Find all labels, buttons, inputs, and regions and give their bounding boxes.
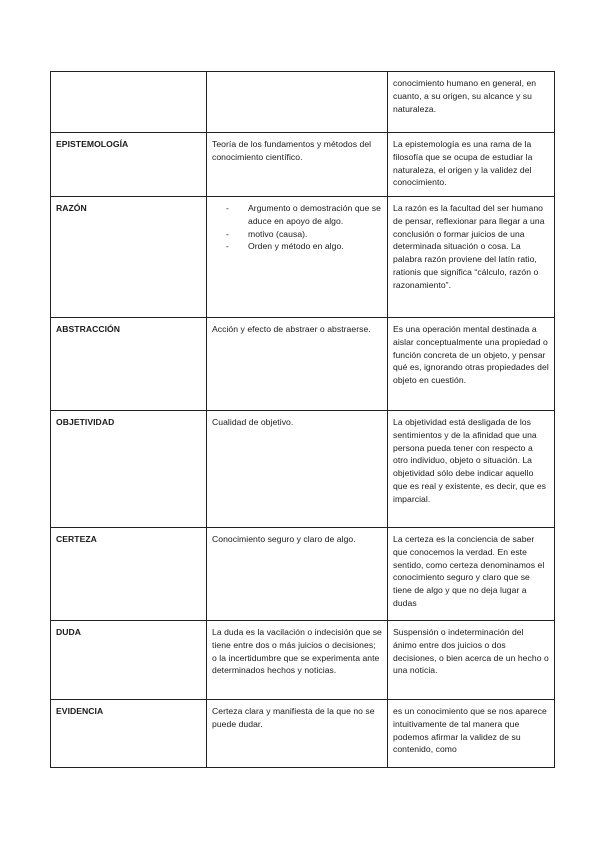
explanation-cell: La objetividad está desligada de los sentimientos y de la afinidad que una persona pueda tener con respecto a otro individuo, objeto o situación. La objetividad sólo debe indicar aquello que es real y existente, es decir, que es imparcial. <box>388 411 555 528</box>
term-cell: OBJETIVIDAD <box>51 411 207 528</box>
explanation-cell: La certeza es la conciencia de saber que conocemos la verdad. En este sentido, como certeza denominamos el conocimiento seguro y claro que se tiene de algo y que no deja lugar a dudas <box>388 528 555 621</box>
explanation-cell: La razón es la facultad del ser humano de pensar, reflexionar para llegar a una conclusión o formar juicios de una determinada situación o cosa. La palabra razón proviene del latín ratio, rationis que significa “cálculo, razón o razonamiento”. <box>388 197 555 318</box>
table-row <box>51 621 555 700</box>
term-cell: EPISTEMOLOGÍA <box>51 133 207 197</box>
term-cell: EVIDENCIA <box>51 700 207 768</box>
table-row <box>51 318 555 411</box>
definition-cell <box>207 72 388 133</box>
definition-cell: Cualidad de objetivo. <box>207 411 388 528</box>
definition-cell: Conocimiento seguro y claro de algo. <box>207 528 388 621</box>
term-cell: ABSTRACCIÓN <box>51 318 207 411</box>
definition-cell: La duda es la vacilación o indecisión que se tiene entre dos o más juicios o decisiones; o la incertidumbre que se experimenta ante determinados hechos y noticias. <box>207 621 388 700</box>
definition-list <box>212 202 382 253</box>
table-row <box>51 411 555 528</box>
term-cell: DUDA <box>51 621 207 700</box>
definition-cell: Acción y efecto de abstraer o abstraerse. <box>207 318 388 411</box>
definition-cell: Certeza clara y manifiesta de la que no se puede dudar. <box>207 700 388 768</box>
definitions-table <box>50 71 555 768</box>
explanation-cell: La epistemología es una rama de la filosofía que se ocupa de estudiar la naturaleza, el origen y la validez del conocimiento. <box>388 133 555 197</box>
term-cell: CERTEZA <box>51 528 207 621</box>
explanation-cell: Suspensión o indeterminación del ánimo entre dos juicios o dos decisiones, o bien acerca de un hecho o una noticia. <box>388 621 555 700</box>
definition-cell <box>207 197 388 318</box>
definition-cell: Teoría de los fundamentos y métodos del conocimiento científico. <box>207 133 388 197</box>
explanation-cell: Es una operación mental destinada a aislar conceptualmente una propiedad o función concreta de un objeto, y pensar qué es, ignorando otras propiedades del objeto en cuestión. <box>388 318 555 411</box>
list-item: - motivo (causa). <box>226 228 382 241</box>
table-row <box>51 197 555 318</box>
table-row <box>51 72 555 133</box>
explanation-cell: conocimiento humano en general, en cuanto, a su origen, su alcance y su naturaleza. <box>388 72 555 133</box>
table-row <box>51 133 555 197</box>
list-item: - Orden y método en algo. <box>226 240 382 253</box>
list-item: - Argumento o demostración que se aduce en apoyo de algo. <box>226 202 382 228</box>
table-row <box>51 700 555 768</box>
explanation-cell: es un conocimiento que se nos aparece intuitivamente de tal manera que podemos afirmar la validez de su contenido, como <box>388 700 555 768</box>
term-cell <box>51 72 207 133</box>
term-cell: RAZÓN <box>51 197 207 318</box>
table-row <box>51 528 555 621</box>
